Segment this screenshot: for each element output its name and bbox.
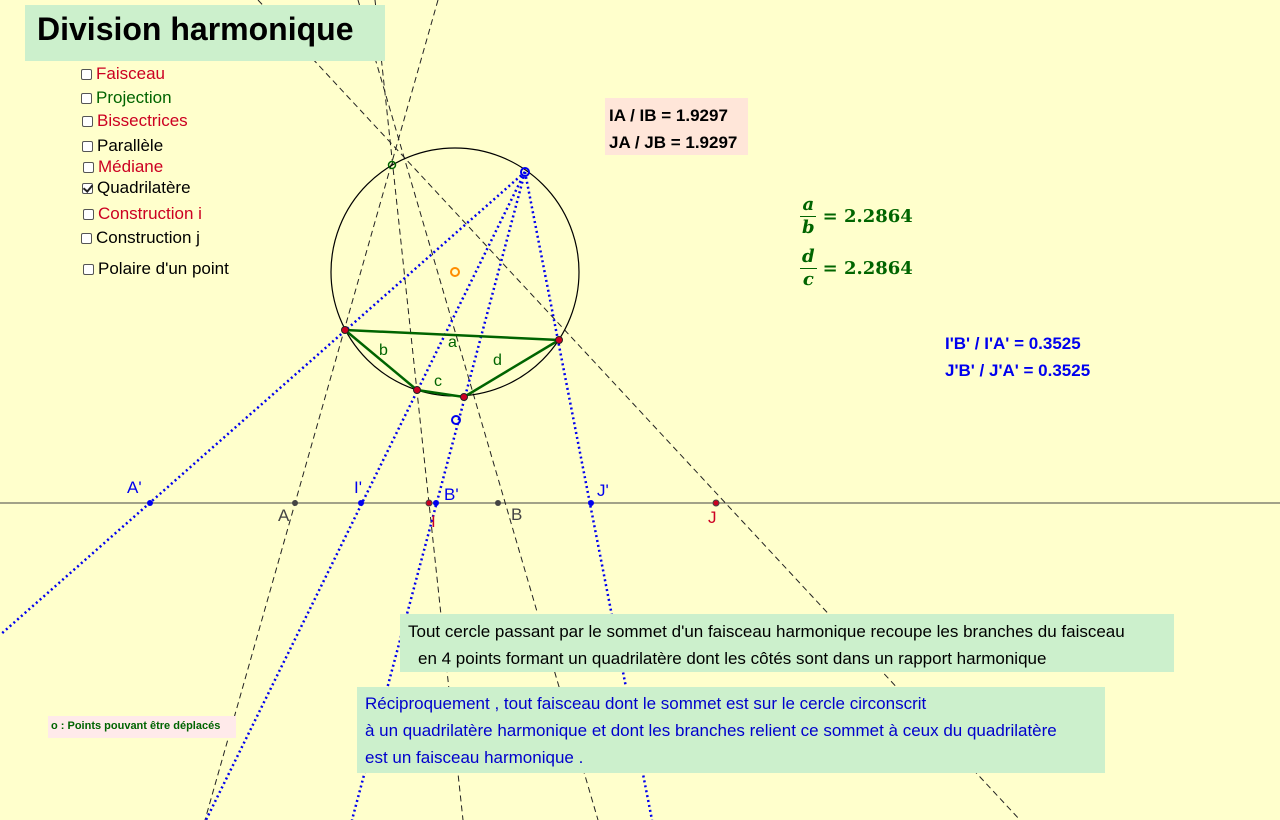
checkbox-icon[interactable] [82,116,93,127]
checkbox-label: Construction j [96,228,200,247]
label-i-prime: I' [354,478,362,497]
point-i-prime [358,500,364,506]
fraction-value: = 2.2864 [822,258,913,279]
statement-box [400,614,1174,672]
ratio-ib-ia-prime: I'B' / I'A' = 0.3525 [945,334,1081,353]
checkbox-icon[interactable] [83,162,94,173]
checkbox-label: Quadrilatère [97,178,191,197]
checkbox-checked-icon[interactable] [82,183,93,194]
statement-line-2: en 4 points formant un quadrilatère dont les côtés sont dans un rapport harmonique [418,649,1047,668]
fraction-d-over-c [800,246,913,291]
label-b: B [511,505,523,524]
converse-box [357,687,1105,773]
movable-points-note: o : Points pouvant être déplacés [48,716,236,738]
ratio-ja-jb: JA / JB = 1.9297 [609,133,738,152]
checkbox-icon[interactable] [81,69,92,80]
label-a-prime: A' [127,478,142,497]
converse-line-1: Réciproquement , tout faisceau dont le sommet est sur le cercle circonscrit [365,694,927,713]
fraction-denominator: b [802,217,815,238]
point-j-prime [588,500,594,506]
label-j-prime: J' [597,481,609,500]
statement-line-1: Tout cercle passant par le sommet d'un faisceau harmonique recoupe les branches du faisceau [408,622,1125,641]
vertex-2 [556,337,563,344]
checkbox-icon[interactable] [82,141,93,152]
checkbox-label: Faisceau [96,64,165,83]
fraction-numerator: d [802,246,815,267]
fraction-value: = 2.2864 [822,206,913,227]
checkbox-label: Médiane [98,157,164,176]
vertex-1 [342,327,349,334]
checkbox-quadrilatere[interactable] [82,178,191,198]
point-b [495,500,501,506]
fraction-denominator: c [802,269,814,290]
point-a [292,500,298,506]
ratio-panel-blue [945,330,1090,384]
segment-c [417,390,464,397]
checkbox-label: Bissectrices [97,111,188,130]
vertex-4 [461,394,468,401]
checkbox-mediane[interactable] [83,157,163,177]
checkbox-label: Parallèle [97,136,164,155]
point-a-prime [147,500,153,506]
ratio-panel-black [605,98,748,155]
checkbox-construction-j[interactable] [81,228,200,248]
fraction-a-over-b [800,194,913,239]
label-segment-d: d [493,352,502,369]
page-title: Division harmonique [25,5,385,61]
label-b-prime: B' [444,485,459,504]
checkbox-icon[interactable] [83,209,94,220]
dotted-line-qa [0,172,525,635]
converse-line-3: est un faisceau harmonique . [365,748,584,767]
segment-d [464,340,559,397]
label-segment-b: b [379,342,388,359]
point-center[interactable] [451,268,459,276]
checkbox-icon[interactable] [81,233,92,244]
segment-b [345,330,417,390]
point-i [426,500,432,506]
checkbox-projection[interactable] [81,88,172,108]
checkbox-faisceau[interactable] [81,64,165,84]
fraction-numerator: a [802,194,815,215]
label-a: A [278,506,290,525]
label-i: I [431,512,436,531]
checkbox-label: Projection [96,88,172,107]
checkbox-parallele[interactable] [82,136,163,156]
ratio-jb-ja-prime: J'B' / J'A' = 0.3525 [945,361,1091,380]
label-j: J [708,508,717,527]
vertex-3 [414,387,421,394]
circumcircle [331,148,579,396]
label-segment-a: a [448,334,457,351]
point-b-prime [433,500,439,506]
converse-line-2: à un quadrilatère harmonique et dont les branches relient ce sommet à ceux du quadrilatère [365,721,1057,740]
checkbox-construction-i[interactable] [83,204,202,224]
checkbox-icon[interactable] [81,93,92,104]
label-segment-c: c [434,373,442,390]
checkbox-polaire[interactable] [83,259,229,279]
point-j [713,500,719,506]
checkbox-label: Polaire d'un point [98,259,229,278]
ratio-ia-ib: IA / IB = 1.9297 [609,106,728,125]
checkbox-label: Construction i [98,204,202,223]
checkbox-bissectrices[interactable] [82,111,188,131]
checkbox-icon[interactable] [83,264,94,275]
